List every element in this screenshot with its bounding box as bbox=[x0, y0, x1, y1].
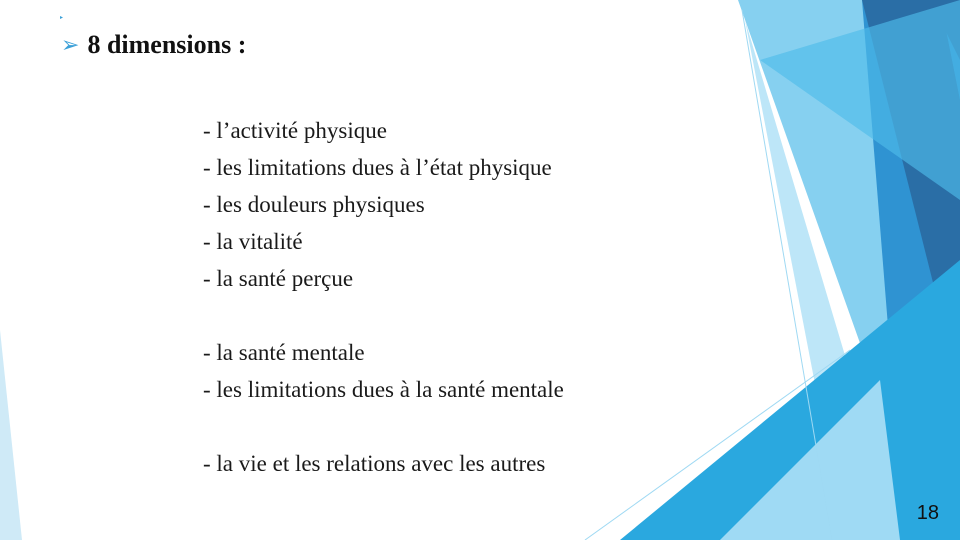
list-item: - les limitations dues à la santé mentale bbox=[203, 377, 564, 402]
list-item: - l’activité physique bbox=[203, 118, 387, 143]
list-item: - les douleurs physiques bbox=[203, 192, 425, 217]
list-item: - les limitations dues à l’état physique bbox=[203, 155, 552, 180]
slide-heading bbox=[61, 30, 246, 60]
group-physical bbox=[203, 112, 552, 297]
left-edge-shape bbox=[0, 330, 22, 540]
list-item: - la santé perçue bbox=[203, 266, 354, 291]
list-item: - la vitalité bbox=[203, 229, 303, 254]
list-item: - la vie et les relations avec les autres bbox=[203, 451, 546, 476]
page-number: 18 bbox=[916, 502, 939, 524]
heading-text: 8 dimensions : bbox=[87, 30, 247, 59]
arrow-right-icon: ➢ bbox=[61, 32, 80, 58]
tiny-bullet-icon: ▸ bbox=[60, 14, 64, 21]
list-item: - la santé mentale bbox=[203, 340, 365, 365]
group-social bbox=[203, 445, 545, 482]
group-mental bbox=[203, 334, 564, 408]
